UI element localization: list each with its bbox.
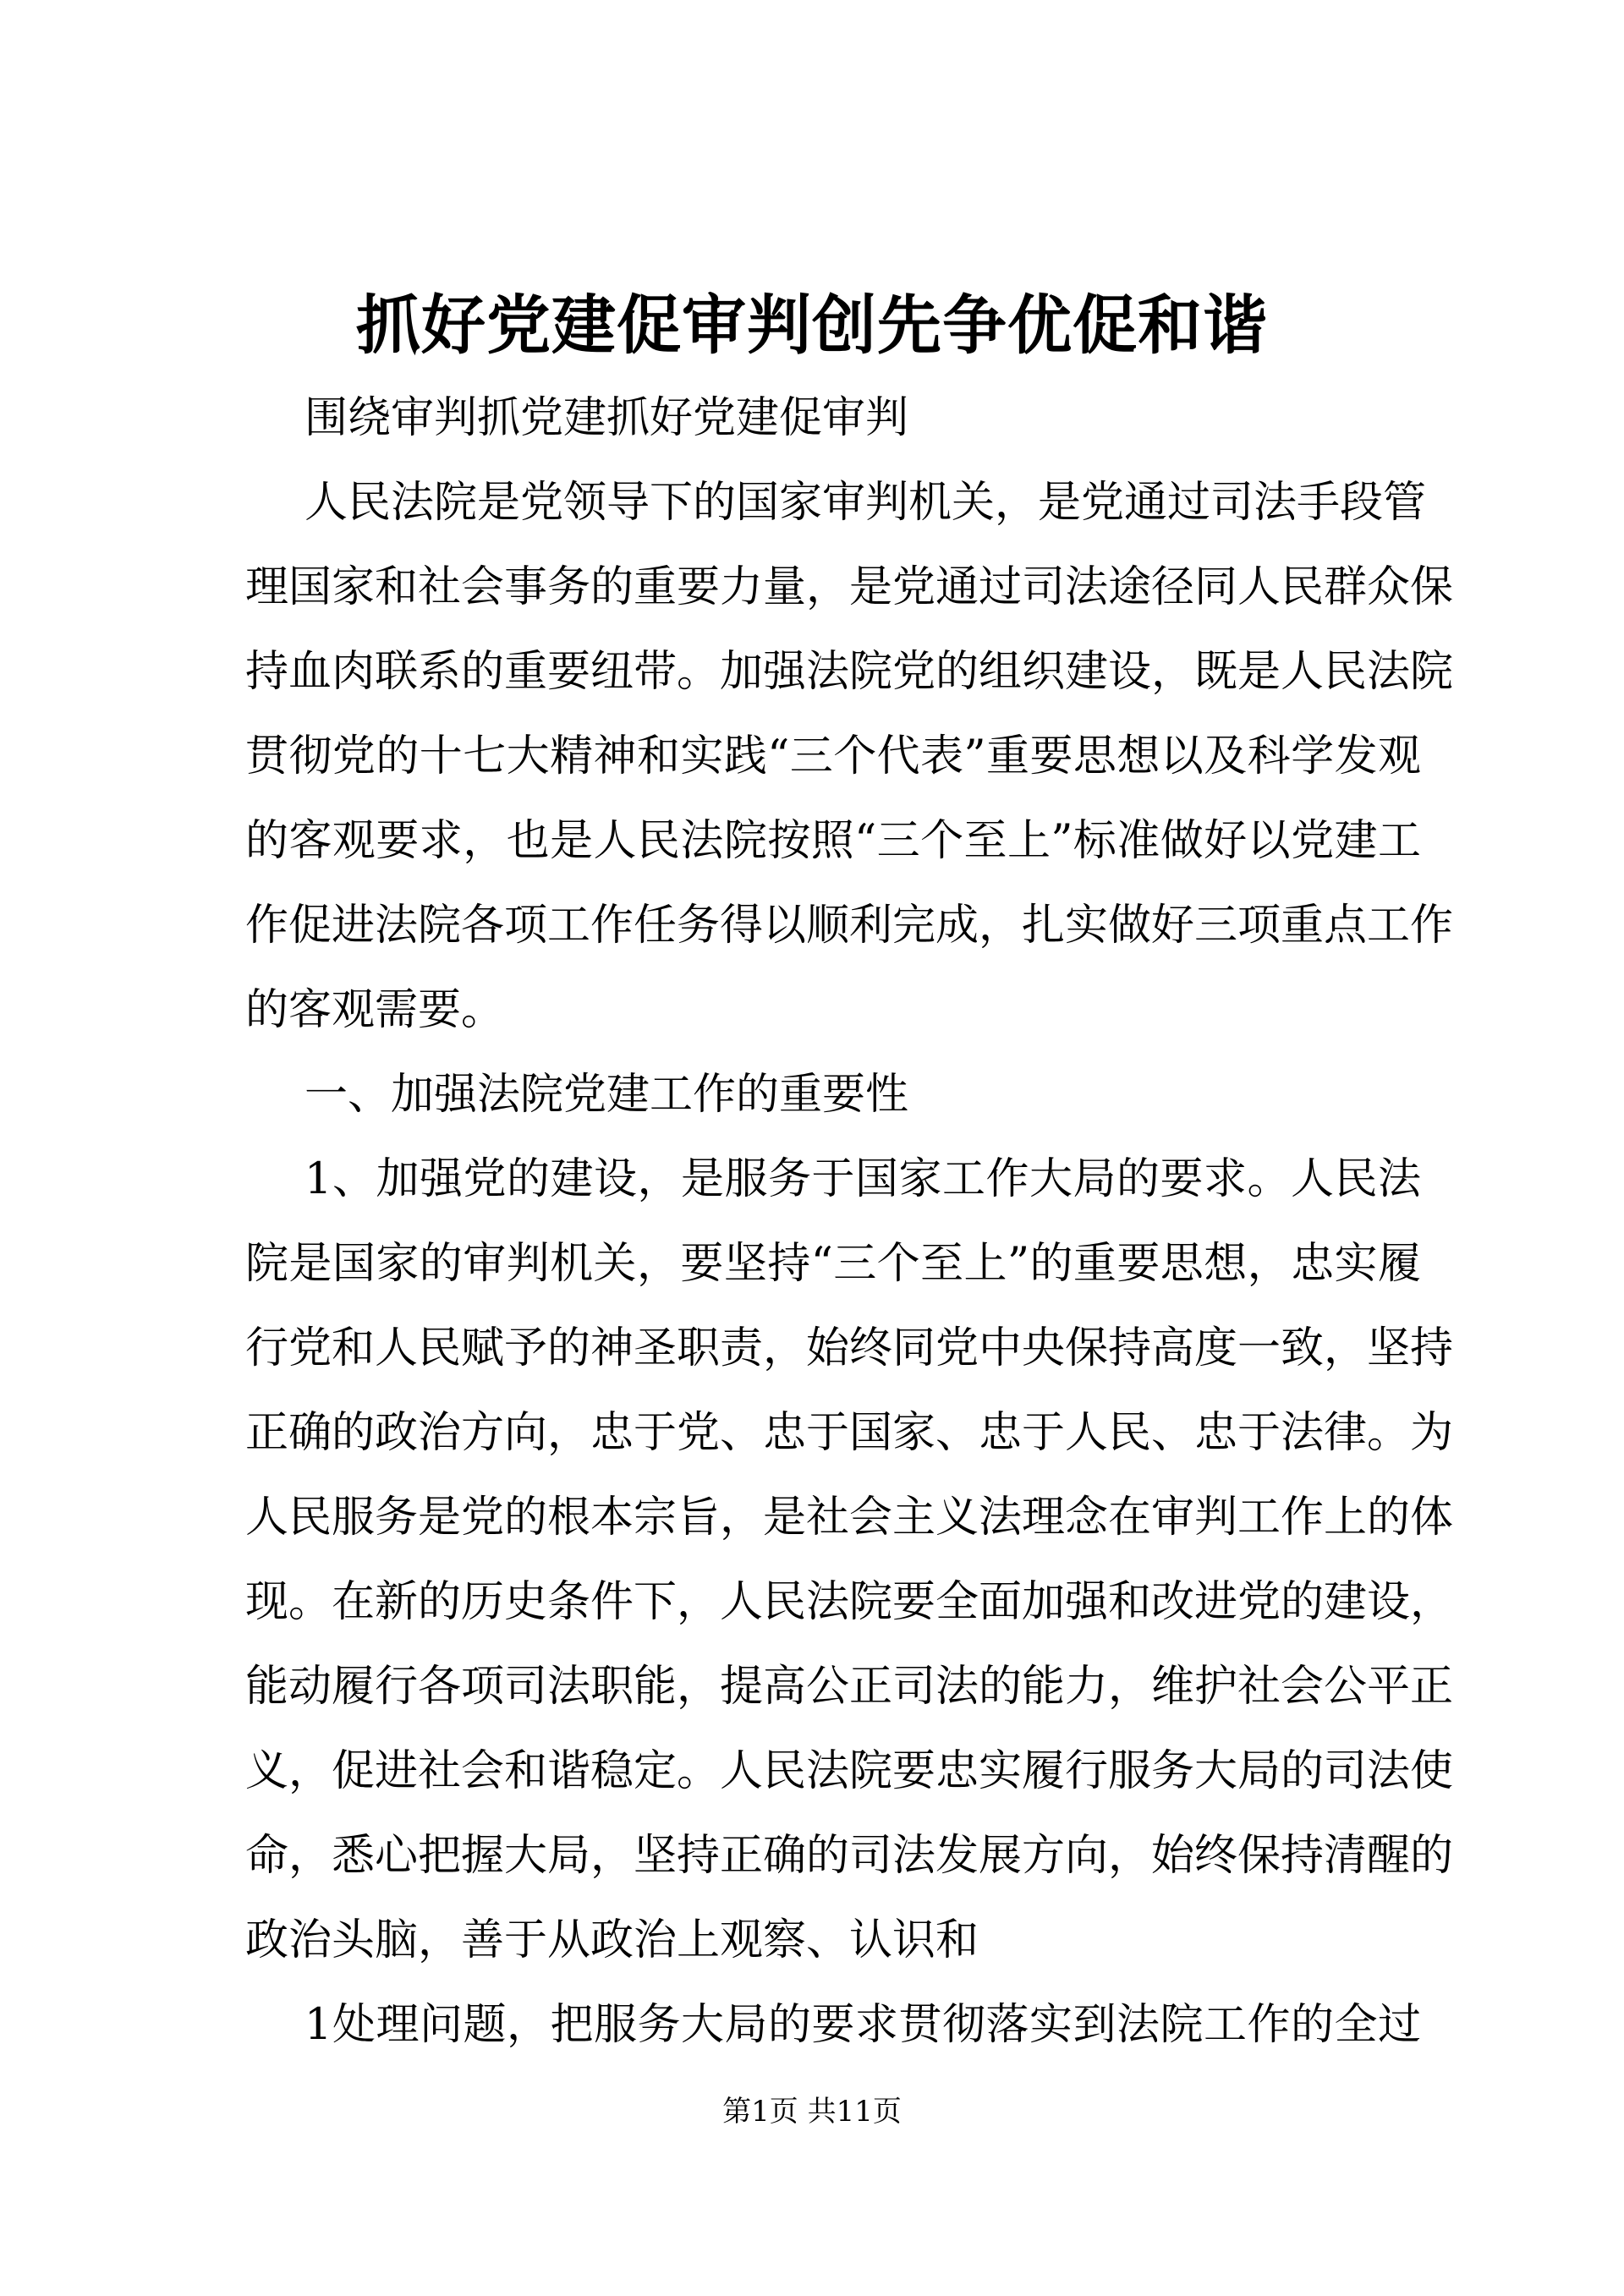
paragraph-line: 持血肉联系的重要纽带。加强法院党的组织建设，既是人民法院 (245, 647, 1454, 697)
paragraph-line: 的客观要求，也是人民法院按照“三个至上”标准做好以党建工 (245, 816, 1421, 866)
paragraph-line: 政治头脑，善于从政治上观察、认识和 (245, 1915, 979, 1965)
page-number: 第1页 共11页 (722, 2095, 902, 2129)
paragraph-line: 人民法院是党领导下的国家审判机关，是党通过司法手段管 (304, 478, 1427, 528)
paragraph-subtitle: 围绕审判抓党建抓好党建促审判 (304, 393, 909, 443)
paragraph-line: 1、加强党的建设，是服务于国家工作大局的要求。人民法 (304, 1154, 1421, 1204)
paragraph-line: 义，促进社会和谐稳定。人民法院要忠实履行服务大局的司法使 (245, 1746, 1454, 1796)
paragraph-line: 人民服务是党的根本宗旨，是社会主义法理念在审判工作上的体 (245, 1493, 1454, 1543)
document-title: 抓好党建促审判创先争优促和谐 (356, 288, 1268, 363)
paragraph-line: 作促进法院各项工作任务得以顺利完成，扎实做好三项重点工作 (245, 901, 1454, 951)
paragraph-line: 行党和人民赋予的神圣职责，始终同党中央保持高度一致，坚持 (245, 1323, 1454, 1373)
paragraph-line: 1处理问题，把服务大局的要求贯彻落实到法院工作的全过 (304, 2000, 1421, 2050)
paragraph-line: 能动履行各项司法职能，提高公正司法的能力，维护社会公平正 (245, 1662, 1454, 1712)
paragraph-line: 理国家和社会事务的重要力量，是党通过司法途径同人民群众保 (245, 562, 1454, 612)
paragraph-line: 正确的政治方向，忠于党、忠于国家、忠于人民、忠于法律。为 (245, 1408, 1454, 1458)
paragraph-line: 现。在新的历史条件下，人民法院要全面加强和改进党的建设， (245, 1577, 1454, 1627)
paragraph-line: 贯彻党的十七大精神和实践“三个代表”重要思想以及科学发观 (245, 732, 1421, 781)
section-heading: 一、加强法院党建工作的重要性 (304, 1070, 909, 1120)
paragraph-line: 的客观需要。 (245, 985, 505, 1035)
paragraph-line: 命，悉心把握大局，坚持正确的司法发展方向，始终保持清醒的 (245, 1831, 1454, 1881)
paragraph-line: 院是国家的审判机关，要坚持“三个至上”的重要思想，忠实履 (245, 1239, 1421, 1289)
